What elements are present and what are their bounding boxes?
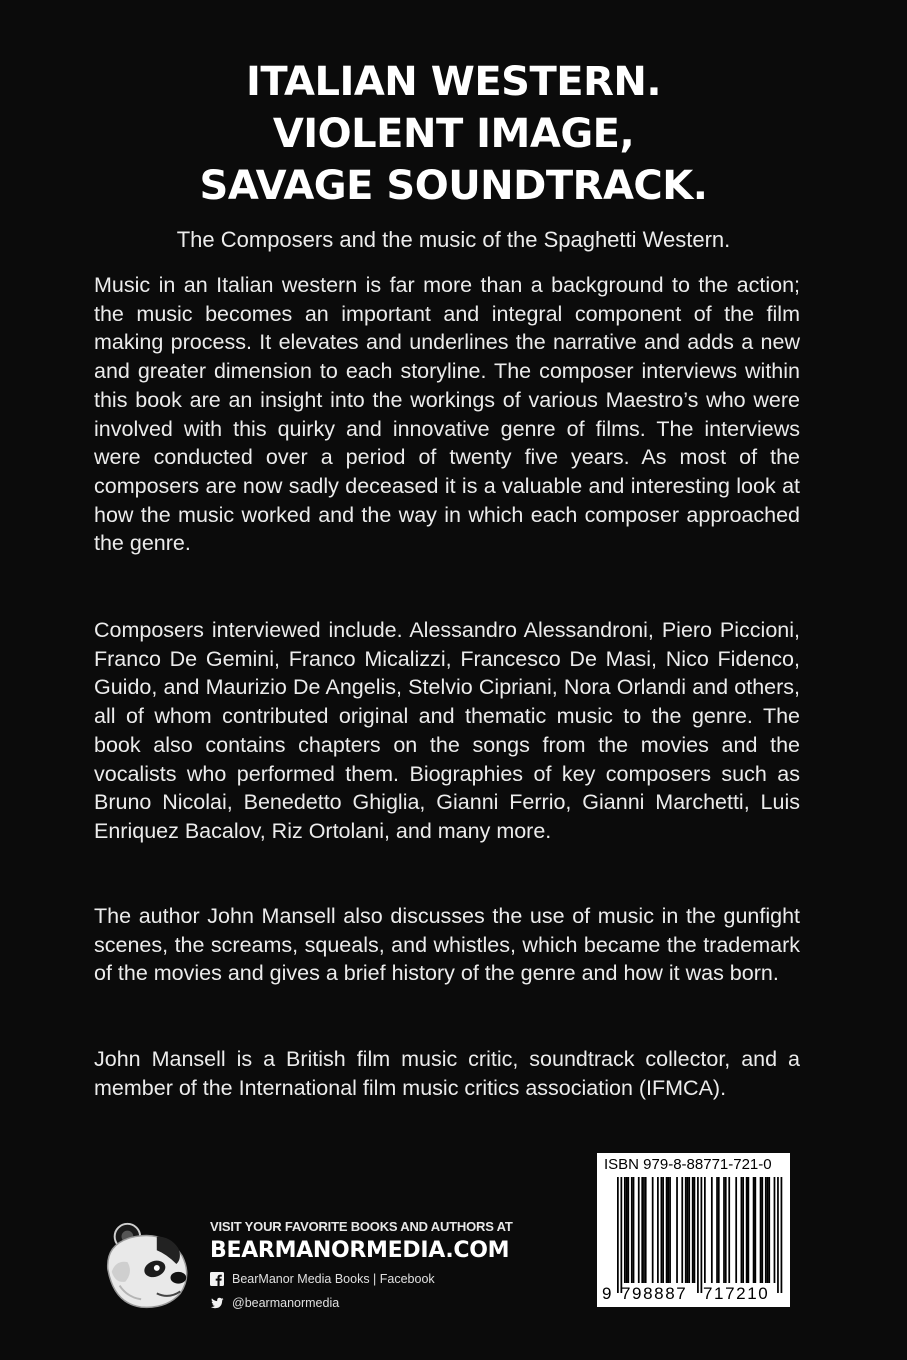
barcode-bar [754,1177,756,1283]
barcode-bar [666,1177,668,1283]
visit-text: VISIT YOUR FAVORITE BOOKS AND AUTHORS AT [210,1219,513,1234]
barcode-bar [685,1177,687,1283]
barcode-bar [676,1177,678,1283]
barcode-bar [694,1177,696,1283]
barcode-bar [627,1177,629,1283]
barcode-bar [760,1177,762,1283]
isbn-label: ISBN 979-8-88771-721-0 [604,1156,772,1173]
facebook-link[interactable]: BearManor Media Books | Facebook [232,1272,435,1286]
barcode-bar [681,1177,683,1283]
barcode-bar [761,1177,763,1283]
barcode-bar [631,1177,633,1283]
barcode-bar [781,1177,783,1293]
headline-line-1: ITALIAN WESTERN. [245,59,662,105]
barcode-bar [620,1177,622,1293]
headline-line-3: SAVAGE SOUNDTRACK. [199,163,708,209]
barcode-bar [641,1177,643,1283]
barcode-bar [748,1177,750,1283]
author-discussion-paragraph: The author John Mansell also discusses the use of music in the gunfight scenes, the screams, squeals, and whistles, which became the trademark of the movies and gives a brief history of the genre and how it was born. [94,904,800,986]
composers-paragraph: Composers interviewed include. Alessandro Alessandroni, Piero Piccioni, Franco De Gemini, Franco Micalizzi, Francesco De Masi, Nico Fidenco, Guido, and Maurizio De Angelis, Stelvio Cipriani, Nora Orlandi and others, all of whom contributed original and thematic music to the genre. The book also contains chapters on the songs from the movies and the vocalists who performed them. Biographies of key composers such as Bruno Nicolai, Benedetto Ghiglia, Gianni Ferrio, Gianni Marchetti, Luis Enriquez Bacalov, Riz Ortolani, and many more. [94,618,800,843]
barcode-bar [688,1177,690,1283]
barcode-bar [723,1177,725,1283]
barcode-bar [645,1177,647,1283]
barcode-bar [697,1177,699,1293]
barcode-bar [701,1177,703,1293]
subtitle: The Composers and the music of the Spaghetti Western. [176,227,731,252]
barcode-bar [667,1177,669,1283]
twitter-icon [210,1296,224,1310]
barcode-bar [643,1177,645,1283]
barcode-bar [765,1177,767,1283]
barcode-bar [711,1177,713,1283]
barcode-bar [735,1177,737,1283]
barcode-bar [617,1177,619,1293]
barcode-bar [692,1177,694,1283]
facebook-icon [210,1272,224,1286]
barcode-bar [718,1177,720,1283]
barcode-bar [742,1177,744,1283]
publisher-block [210,1218,550,1314]
barcode-bar [728,1177,730,1283]
barcode-digits [597,1283,790,1305]
isbn-barcode-box [597,1153,790,1307]
publisher-website-link[interactable]: BEARMANORMEDIA.COM [210,1238,510,1263]
twitter-row [210,1292,550,1314]
barcode-bar [774,1177,776,1283]
barcode-bar [657,1177,659,1283]
barcode-bar [687,1177,689,1283]
barcode-bar [746,1177,748,1283]
headline [0,56,907,212]
barcode-bar [661,1177,663,1283]
description-paragraph: Music in an Italian western is far more than a background to the action; the music becomes an important and integral component of the film making process. It elevates and underlines the narrative and adds a new and greater dimension to each storyline. The composer interviews within this book are an insight into the workings of various Maestro’s who were involved with this quirky and innovative genre of films. The interviews were conducted over a period of twenty five years. As most of the composers are now sadly deceased it is a valuable and interesting look at how the music worked and the way in which each composer approached the genre. [94,273,800,556]
author-bio-paragraph: John Mansell is a British film music critic, soundtrack collector, and a member of the International film music critics association (IFMCA). [94,1047,800,1100]
twitter-handle-link[interactable]: @bearmanormedia [232,1296,340,1310]
barcode-bar [626,1177,628,1283]
facebook-row [210,1268,550,1290]
barcode-bar [624,1177,626,1283]
barcode-bar [716,1177,718,1283]
barcode-bar [741,1177,743,1283]
barcode-bar [662,1177,664,1283]
barcode-bar [768,1177,770,1283]
panda-logo-icon [98,1215,196,1313]
barcode-digits-right: 717210 [703,1284,770,1303]
headline-line-2: VIOLENT IMAGE, [272,111,635,157]
barcode-digits-left: 798887 [621,1284,688,1303]
barcode-bar [753,1177,755,1283]
barcode-bar [633,1177,635,1283]
barcode-bar [638,1177,640,1283]
barcode-digit-first: 9 [602,1284,612,1303]
barcode-bar [669,1177,671,1283]
barcode-bar [725,1177,727,1283]
barcode-bar [704,1177,706,1283]
barcode-bar [652,1177,654,1283]
barcode-bar [767,1177,769,1283]
barcode-bar [777,1177,779,1293]
